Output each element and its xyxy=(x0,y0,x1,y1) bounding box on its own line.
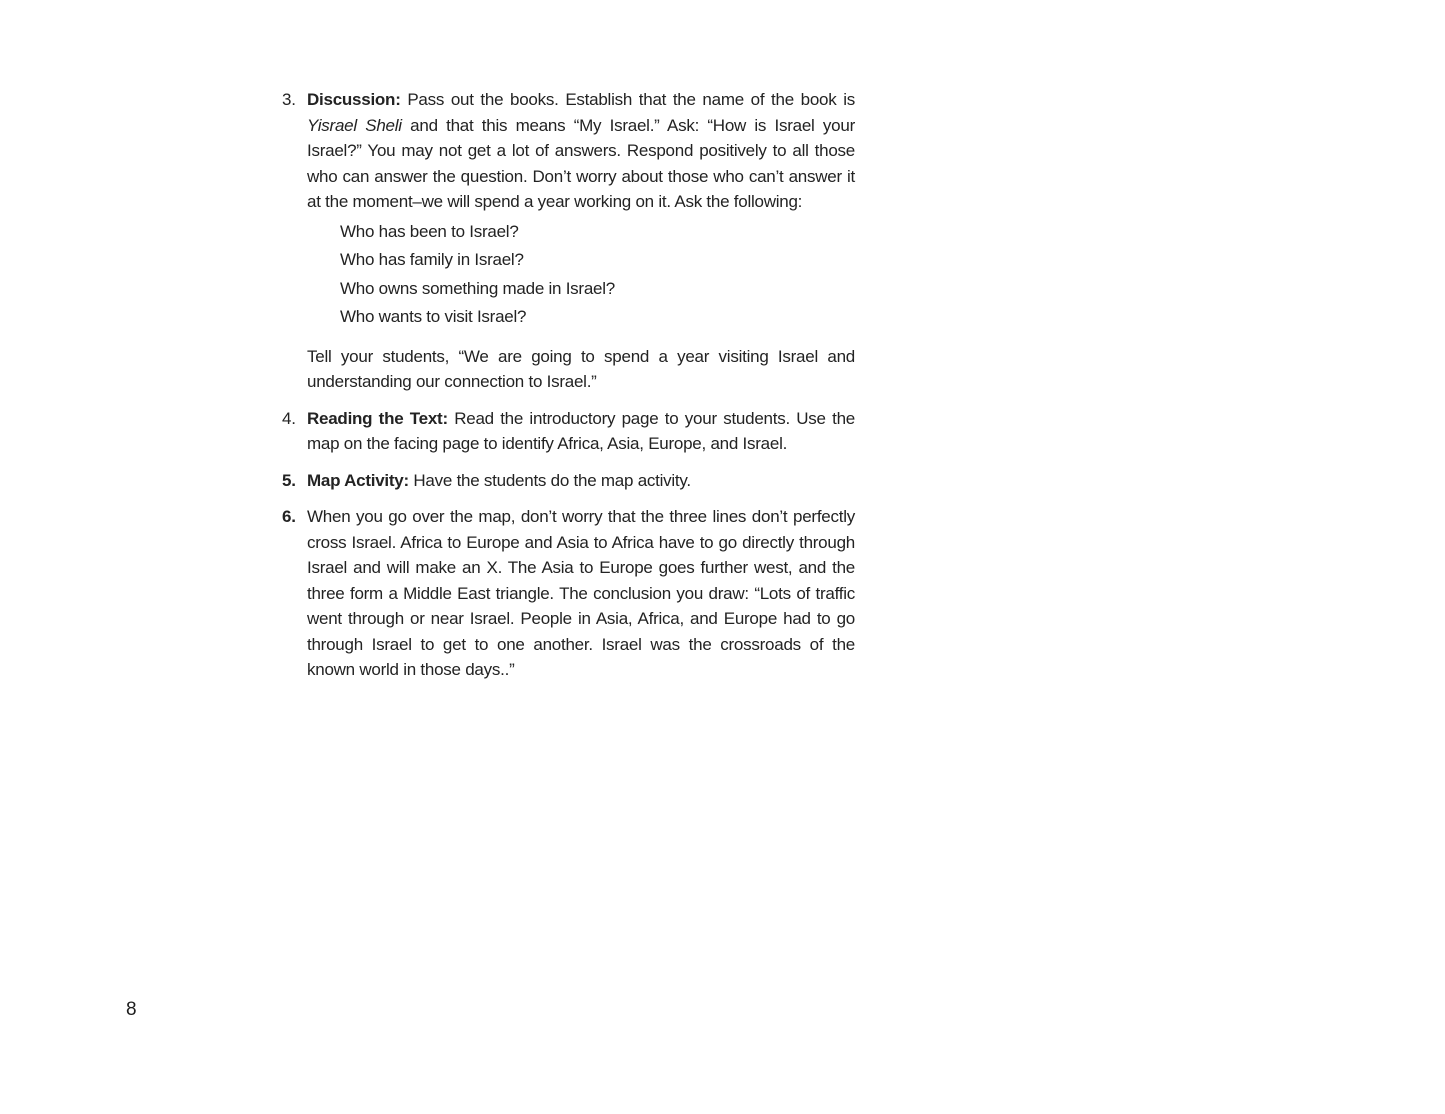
item-5-paragraph xyxy=(307,468,855,494)
instruction-list xyxy=(282,87,855,694)
item-3-text-after-title: and that this means “My Israel.” Ask: “How is Israel your Israel?” You may not get a lot of answers. Respond positively to all those who can answer the question. Don’t worry about those who can’t answer it at the moment–we will spend a year working on it. Ask the following: xyxy=(307,115,855,211)
item-5-text: Have the students do the map activity. xyxy=(413,470,691,490)
item-5-number: 5. xyxy=(282,470,296,490)
item-3-paragraph xyxy=(307,87,855,215)
item-4-paragraph xyxy=(307,406,855,457)
item-3-number: 3. xyxy=(282,90,296,109)
page-number: 8 xyxy=(126,999,137,1020)
item-6-paragraph: When you go over the map, don’t worry that the three lines don’t perfectly cross Israel. Africa to Europe and Asia to Africa have to go directly through Israel and will make an X. The Asia to Europe goes further west, and the three form a Middle East triangle. The conclusion you draw: “Lots of traffic went through or near Israel. People in Asia, Africa, and Europe had to go through Israel to get to one another. Israel was the crossroads of the known world in those days..” xyxy=(307,507,855,679)
question-line: Who has family in Israel? xyxy=(340,250,524,269)
item-3-text-before-title: Pass out the books. Establish that the name of the book is xyxy=(407,90,855,109)
list-item-3 xyxy=(282,87,855,395)
item-5-label: Map Activity: xyxy=(307,470,409,490)
item-4-number: 4. xyxy=(282,408,296,428)
question-line: Who wants to visit Israel? xyxy=(340,307,527,326)
item-4-label: Reading the Text: xyxy=(307,408,448,428)
question-list xyxy=(340,218,855,332)
item-3-label: Discussion: xyxy=(307,90,401,109)
item-3-closing-paragraph: Tell your students, “We are going to spend a year visiting Israel and understanding our connection to Israel.” xyxy=(307,346,855,391)
list-item-6 xyxy=(282,504,855,683)
question-line: Who has been to Israel? xyxy=(340,221,519,241)
list-item-4 xyxy=(282,406,855,457)
item-6-number: 6. xyxy=(282,507,296,526)
list-item-5 xyxy=(282,468,855,494)
book-title: Yisrael Sheli xyxy=(307,115,402,135)
question-line: Who owns something made in Israel? xyxy=(340,278,615,298)
item-4-text: Read the introductory page to your students. Use the map on the facing page to identify Africa, Asia, Europe, and Israel. xyxy=(307,408,855,453)
